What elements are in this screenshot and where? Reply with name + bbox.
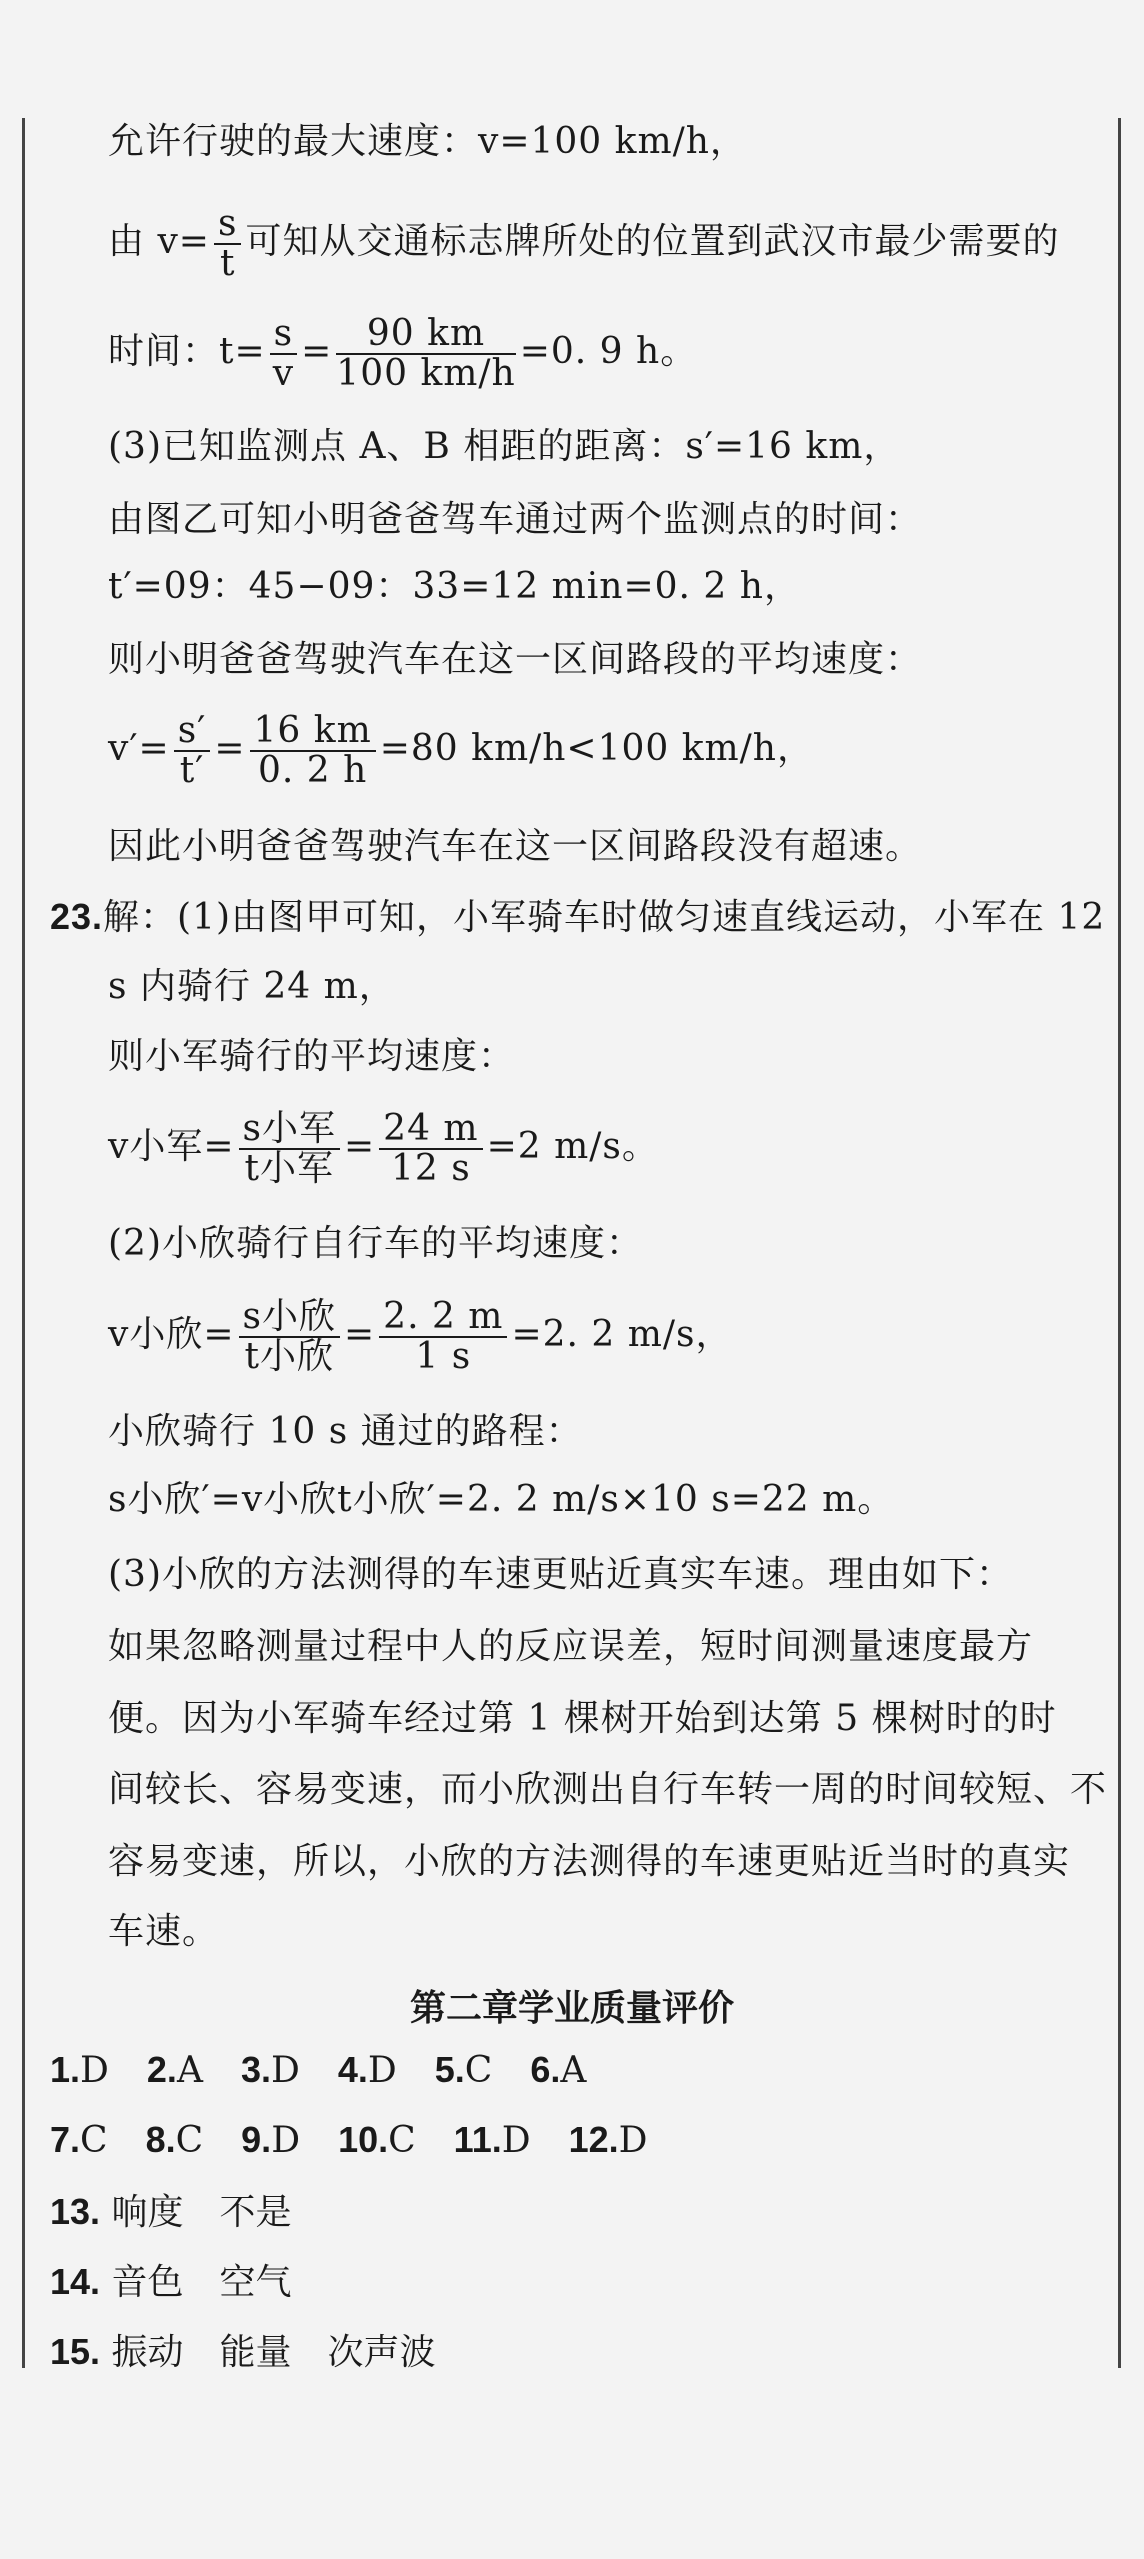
formula-line — [108, 315, 697, 393]
answer-value: C — [464, 2050, 493, 2091]
answer-item — [530, 2050, 586, 2091]
answer-number: 1. — [50, 2049, 81, 2090]
fill-answer-13 — [50, 2190, 330, 2235]
fraction — [174, 712, 211, 790]
answer-value: D — [270, 2050, 300, 2091]
fraction-denominator: t小军 — [244, 1148, 334, 1189]
text-span: = — [344, 1126, 376, 1167]
answer-number: 15. — [50, 2331, 101, 2372]
text-line: t′=09：45−09：33=12 min=0. 2 h， — [108, 566, 801, 607]
fraction-numerator: s小军 — [239, 1110, 340, 1150]
text-span: = — [214, 728, 246, 769]
answer-item — [241, 2120, 300, 2161]
answer-value: D — [271, 2120, 301, 2161]
answer-value: D — [367, 2050, 397, 2091]
fraction-denominator: t — [219, 243, 236, 284]
fraction — [250, 712, 376, 790]
text-span: 解：(1)由图甲可知，小军骑车时做匀速直线运动，小军在 12 — [103, 897, 1106, 938]
answer-item — [338, 2050, 397, 2091]
answer-value: D — [80, 2050, 109, 2091]
answer-number: 6. — [530, 2049, 561, 2090]
answer-number: 9. — [241, 2119, 272, 2160]
formula-line — [108, 205, 1059, 283]
answer-number: 12. — [568, 2119, 619, 2160]
answer-number: 3. — [240, 2049, 271, 2090]
text-span: 时间：t= — [108, 331, 266, 372]
answers-row-2 — [50, 2118, 686, 2163]
text-span: 由 — [108, 221, 158, 262]
answer-value: C — [80, 2120, 108, 2161]
text-span: = — [344, 1314, 376, 1355]
fraction-numerator: 2. 2 m — [379, 1298, 507, 1338]
text-span: 可知从交通标志牌所处的位置到武汉市最少需要的 — [245, 221, 1060, 262]
answer-number: 8. — [145, 2119, 176, 2160]
text-line: 则小军骑行的平均速度： — [108, 1036, 516, 1077]
fraction — [336, 315, 515, 393]
answer-value: C — [175, 2120, 204, 2161]
text-span: = — [301, 331, 333, 372]
answer-value: 响度 不是 — [100, 2192, 292, 2233]
fraction-denominator: 0. 2 h — [257, 750, 368, 791]
text-span: =0. 9 h。 — [519, 331, 698, 372]
fraction-numerator: s小欣 — [239, 1298, 340, 1338]
formula-line — [108, 1110, 659, 1188]
text-line: (3)已知监测点 A、B 相距的距离：s′=16 km， — [108, 426, 901, 467]
text-line: 因此小明爸爸驾驶汽车在这一区间路段没有超速。 — [108, 826, 923, 867]
answer-item — [147, 2050, 203, 2091]
answer-number: 10. — [338, 2119, 389, 2160]
answer-item — [50, 2050, 109, 2091]
answer-value: A — [560, 2050, 587, 2091]
answer-item — [50, 2332, 436, 2373]
answer-item — [50, 2120, 108, 2161]
fraction-denominator: t′ — [179, 750, 205, 791]
answer-number: 2. — [146, 2049, 177, 2090]
text-span: v小欣= — [108, 1314, 235, 1355]
fraction-denominator: 12 s — [391, 1148, 471, 1189]
answer-number: 7. — [50, 2119, 81, 2160]
answers-row-1 — [50, 2048, 624, 2093]
fill-answer-14 — [50, 2260, 330, 2305]
answer-item — [50, 2192, 292, 2233]
answer-item — [454, 2120, 531, 2161]
question-number: 23. — [50, 896, 104, 937]
text-line: (2)小欣骑行自行车的平均速度： — [108, 1223, 643, 1264]
text-line: 间较长、容易变速，而小欣测出自行车转一周的时间较短、不 — [108, 1769, 1108, 1810]
formula-line — [108, 712, 814, 790]
fraction-denominator: 1 s — [415, 1336, 472, 1377]
text-span: v′= — [108, 728, 170, 769]
answer-number: 14. — [50, 2261, 101, 2302]
fraction-numerator: s — [270, 315, 297, 355]
answer-value: C — [388, 2120, 416, 2161]
fraction — [379, 1110, 482, 1188]
fraction-numerator: s′ — [174, 712, 211, 752]
text-line: 由图乙可知小明爸爸驾车通过两个监测点的时间： — [108, 499, 923, 540]
answer-number: 5. — [434, 2049, 465, 2090]
answer-value: A — [176, 2050, 203, 2091]
fraction-numerator: s — [214, 205, 241, 245]
text-span: =80 km/h<100 km/h， — [379, 728, 814, 769]
text-line: 允许行驶的最大速度：v=100 km/h， — [108, 121, 747, 162]
text-line: 小欣骑行 10 s 通过的路程： — [108, 1411, 583, 1452]
fraction — [214, 205, 241, 283]
answer-value: D — [501, 2120, 531, 2161]
question-23-line — [50, 895, 1105, 940]
text-span: =2. 2 m/s， — [511, 1314, 733, 1355]
text-line: 则小明爸爸驾驶汽车在这一区间路段的平均速度： — [108, 639, 923, 680]
text-line: 便。因为小军骑车经过第 1 棵树开始到达第 5 棵树时的时 — [108, 1698, 1057, 1739]
fraction — [239, 1110, 340, 1188]
fill-answer-15 — [50, 2330, 474, 2375]
text-span: v= — [157, 221, 210, 262]
fraction-numerator: 16 km — [250, 712, 376, 752]
text-line: (3)小欣的方法测得的车速更贴近真实车速。理由如下： — [108, 1554, 1013, 1595]
text-span: v小军= — [108, 1126, 235, 1167]
answer-value: D — [618, 2120, 648, 2161]
answer-item — [569, 2120, 648, 2161]
fraction — [239, 1298, 340, 1376]
answer-number: 4. — [337, 2049, 368, 2090]
text-line: 容易变速，所以，小欣的方法测得的车速更贴近当时的真实 — [108, 1841, 1071, 1882]
answer-item — [338, 2120, 416, 2161]
text-line: s小欣′=v小欣t小欣′=2. 2 m/s×10 s=22 m。 — [108, 1479, 895, 1520]
answer-item — [435, 2050, 493, 2091]
fraction-numerator: 24 m — [379, 1110, 482, 1150]
fraction — [270, 315, 297, 393]
answer-item — [241, 2050, 300, 2091]
text-line: s 内骑行 24 m， — [108, 966, 396, 1007]
fraction-denominator: v — [272, 353, 295, 394]
text-span: =2 m/s。 — [486, 1126, 659, 1167]
answer-item — [50, 2262, 292, 2303]
formula-line — [108, 1298, 733, 1376]
fraction-denominator: t小欣 — [244, 1336, 334, 1377]
answer-value: 音色 空气 — [100, 2262, 292, 2303]
text-line: 车速。 — [108, 1911, 220, 1952]
answer-number: 11. — [453, 2119, 502, 2160]
answer-number: 13. — [50, 2191, 101, 2232]
answer-item — [146, 2120, 204, 2161]
fraction-denominator: 100 km/h — [336, 353, 516, 394]
section-title: 第二章学业质量评价 — [409, 1987, 734, 2028]
answer-value: 振动 能量 次声波 — [100, 2332, 436, 2373]
fraction-numerator: 90 km — [336, 315, 515, 355]
text-line: 如果忽略测量过程中人的反应误差，短时间测量速度最方 — [108, 1626, 1034, 1667]
fraction — [379, 1298, 507, 1376]
